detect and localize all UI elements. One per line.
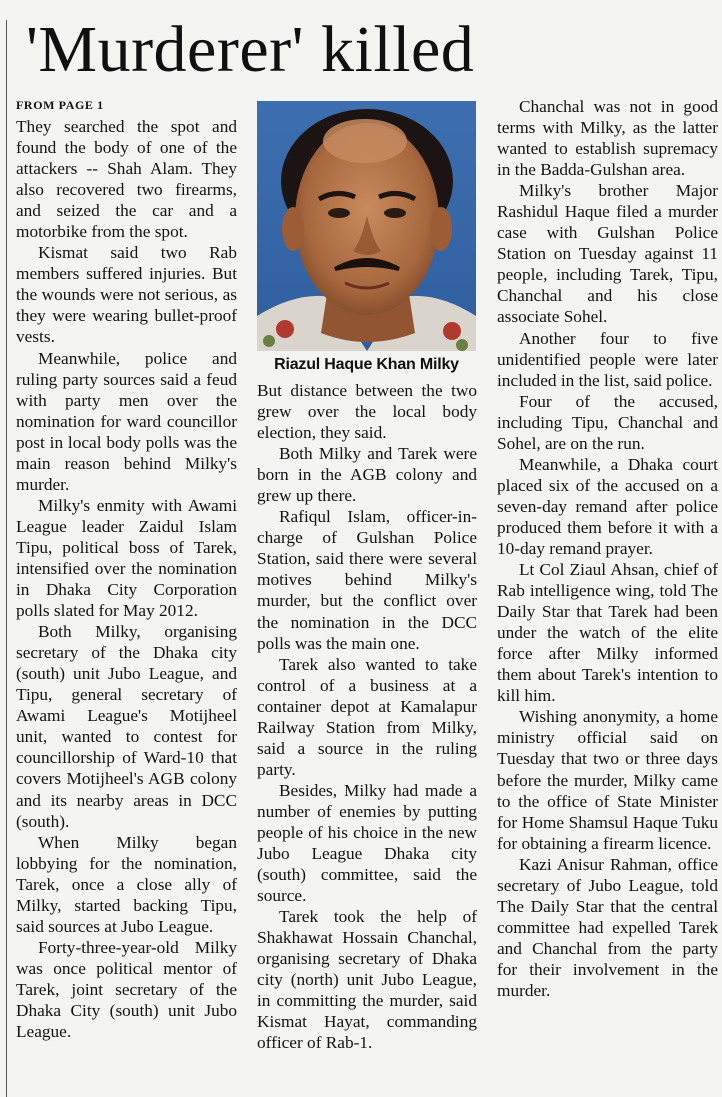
paragraph: Besides, Milky had made a number of enemies by putting people of his choice in the new Jubo League Dhaka city (south) committee, said the source. — [257, 780, 477, 906]
article-column-3 — [497, 96, 718, 1097]
paragraph: Both Milky and Tarek were born in the AGB colony and grew up there. — [257, 444, 477, 506]
article-column-1 — [16, 96, 237, 1097]
paragraph: When Milky began lobbying for the nomination, Tarek, once a close ally of Milky, started backing Tipu, said sources at Jubo League. — [16, 832, 237, 936]
paragraph: Lt Col Ziaul Ahsan, chief of Rab intelligence wing, told The Daily Star that Tarek had been under the watch of the elite force after Milky informed them about Tarek's intention to kill him. — [497, 560, 718, 706]
photo-caption: Riazul Haque Khan Milky — [274, 356, 459, 373]
paragraph: Kismat said two Rab members suffered injuries. But the wounds were not serious, as they were wearing bullet-proof vests. — [16, 243, 237, 347]
paragraph: Four of the accused, including Tipu, Chanchal and Sohel, are on the run. — [497, 391, 718, 453]
paragraph: But distance between the two grew over the local body election, they said. — [257, 381, 477, 443]
paragraph: Rafiqul Islam, officer-in-charge of Gulshan Police Station, said there were several motives behind Milky's murder, but the conflict over the nomination in the DCC polls was the main one. — [257, 507, 477, 653]
page-border-line — [6, 20, 7, 1097]
paragraph: Another four to five unidentified people were later included in the list, said police. — [497, 328, 718, 390]
paragraph: Wishing anonymity, a home ministry official said on Tuesday that two or three days before the murder, Milky came to the office of State Minister for Home Shamsul Haque Tuku for obtaining a firearm licence. — [497, 707, 718, 853]
paragraph: Both Milky, organising secretary of the Dhaka city (south) unit Jubo League, and Tipu, general secretary of Awami League's Motijheel unit, wanted to contest for councillorship of Ward-10 that covers Motijheel's AGB colony and its nearby areas in DCC (south). — [16, 622, 237, 831]
paragraph: Tarek took the help of Shakhawat Hossain Chanchal, organising secretary of Dhaka city (north) unit Jubo League, in committing the murder, said Kismat Hayat, commanding officer of Rab-1. — [257, 907, 477, 1053]
paragraph: Milky's brother Major Rashidul Haque filed a murder case with Gulshan Police Station on Tuesday against 11 people, including Tarek, Tipu, Chanchal and his close associate Sohel. — [497, 181, 718, 327]
paragraph: Tarek also wanted to take control of a business at a container depot at Kamalapur Railway Station from Milky, said a source in the ruling party. — [257, 654, 477, 779]
paragraph: Meanwhile, police and ruling party sources said a feud with party men over the nomination for ward councillor post in local body polls was the main reason behind Milky's murder. — [16, 348, 237, 494]
kicker: FROM PAGE 1 — [16, 98, 104, 112]
paragraph: Kazi Anisur Rahman, office secretary of Jubo League, told The Daily Star that the central committee had expelled Tarek and Chanchal from the party for their involvement in the murder. — [497, 854, 718, 1000]
paragraph: They searched the spot and found the body of one of the attackers -- Shah Alam. They also recovered two firearms, and seized the car and a motorbike from the spot. — [16, 117, 237, 242]
portrait-photo — [257, 101, 476, 351]
paragraph: Chanchal was not in good terms with Milky, as the latter wanted to establish supremacy in the Badda-Gulshan area. — [497, 97, 718, 180]
paragraph: Forty-three-year-old Milky was once political mentor of Tarek, joint secretary of the Dhaka City (south) unit Jubo League. — [16, 937, 237, 1042]
headline: 'Murderer' killed — [26, 13, 475, 86]
paragraph: Meanwhile, a Dhaka court placed six of the accused on a seven-day remand after police produced them before it with a 10-day remand prayer. — [497, 454, 718, 558]
paragraph: Milky's enmity with Awami League leader Zaidul Islam Tipu, political boss of Tarek, intensified over the nomination in Dhaka City Corporation polls slated for May 2012. — [16, 495, 237, 621]
article-column-2 — [257, 380, 477, 1097]
